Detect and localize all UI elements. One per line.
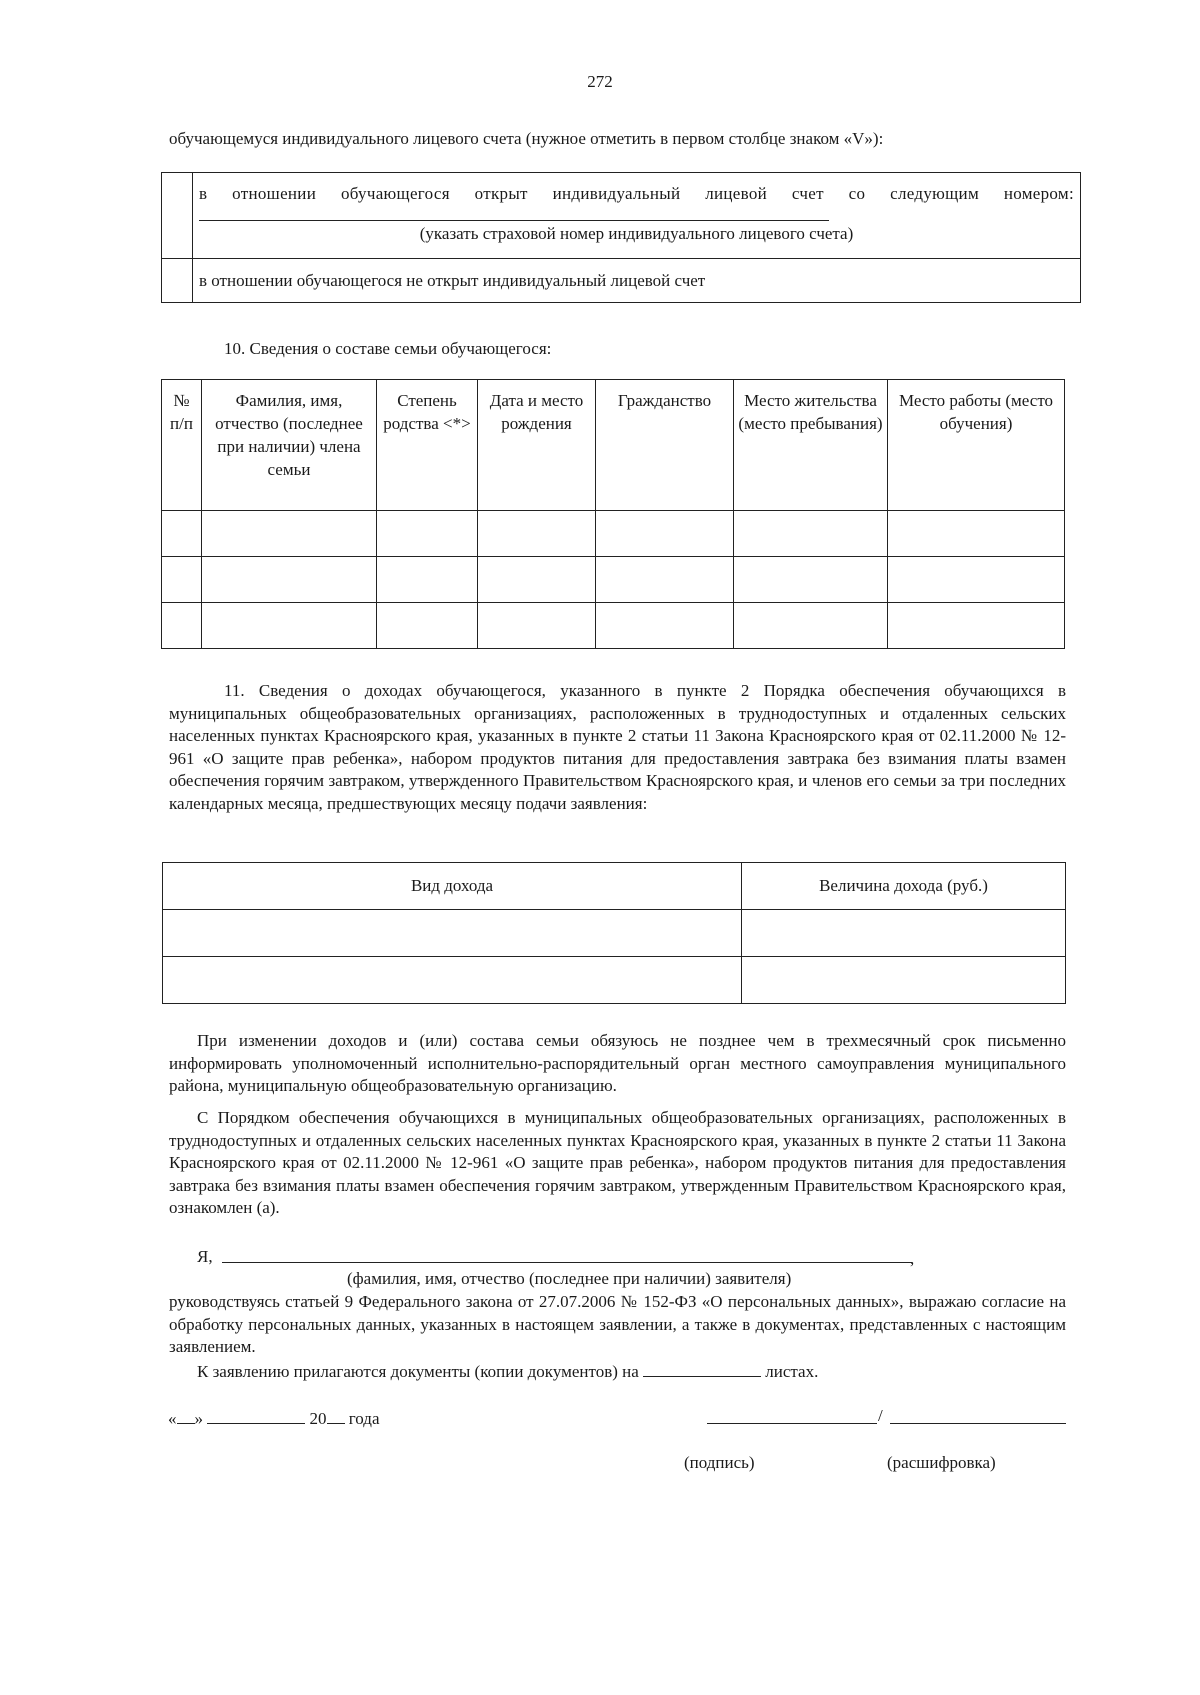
- family-col-citizenship: Гражданство: [596, 380, 734, 511]
- account-number-blank[interactable]: [199, 206, 829, 221]
- section11-text: 11. Сведения о доходах обучающегося, указанного в пункте 2 Порядка обеспечения обучающихся в муниципальных общеобразовательных организациях, расположенных в труднодоступных и отдаленных сельских населенных пунктах Красноярского края, указанных в пункте 2 статьи 11 Закона Красноярского края от 02.11.2000 № 12-961 «О защите прав ребенка», набором продуктов питания для предоставления завтрака без взимания платы взамен обеспечения горячим завтраком, утвержденного Правительством Красноярского края, и членов его семьи за три последних календарных месяца, предшествующих месяцу подачи заявления:: [169, 681, 1066, 813]
- attachments-count-blank[interactable]: [643, 1360, 761, 1377]
- account-table: [161, 172, 1081, 303]
- table-row: [162, 557, 1065, 603]
- signature-hint: (подпись): [684, 1453, 755, 1472]
- date-day-blank[interactable]: [177, 1407, 195, 1424]
- account-open-text: в отношении обучающегося открыт индивидуальный лицевой счет со следующим номером:: [199, 184, 1074, 203]
- income-table-header: [163, 863, 1066, 910]
- attachments-line: [197, 1360, 818, 1382]
- decode-hint: (расшифровка): [887, 1453, 996, 1472]
- table-row: [163, 910, 1066, 957]
- family-table-header: [162, 380, 1065, 511]
- date-year-blank[interactable]: [327, 1407, 345, 1424]
- date-year-suffix: года: [348, 1409, 380, 1428]
- account-open-checkbox[interactable]: [162, 173, 193, 259]
- intro-line: обучающемуся индивидуального лицевого счета (нужное отметить в первом столбце знаком «V»):: [169, 129, 884, 148]
- section10-title: 10. Сведения о составе семьи обучающегося:: [224, 339, 552, 358]
- attachments-suffix: листах.: [765, 1362, 819, 1381]
- decode-blank[interactable]: [890, 1423, 1066, 1424]
- account-open-cell: [193, 173, 1081, 259]
- date-open-quote: «: [168, 1409, 177, 1428]
- applicant-name-hint: (фамилия, имя, отчество (последнее при наличии) заявителя): [347, 1269, 792, 1288]
- date-close-quote: »: [194, 1409, 203, 1428]
- family-col-relation: Степень родства <*>: [377, 380, 478, 511]
- signature-slash: /: [878, 1406, 883, 1425]
- family-table: [161, 379, 1065, 649]
- income-col-type: Вид дохода: [163, 863, 742, 910]
- family-col-residence: Место жительства (место пребывания): [734, 380, 888, 511]
- family-col-number: № п/п: [162, 380, 202, 511]
- table-row: [163, 957, 1066, 1004]
- account-closed-cell: [193, 259, 1081, 303]
- account-closed-checkbox[interactable]: [162, 259, 193, 303]
- date-month-blank[interactable]: [207, 1407, 305, 1424]
- consent-text: руководствуясь статьей 9 Федерального закона от 27.07.2006 № 152-ФЗ «О персональных данных», выражаю согласие на обработку персональных данных, указанных в настоящем заявлении, а также в документах, представленных с настоящим заявлением.: [169, 1292, 1066, 1356]
- page-number: 272: [587, 72, 613, 91]
- attachments-prefix: К заявлению прилагаются документы (копии документов) на: [197, 1362, 639, 1381]
- table-row: [162, 603, 1065, 649]
- applicant-name-blank[interactable]: [222, 1262, 912, 1263]
- applicant-comma: ,: [910, 1249, 915, 1268]
- family-col-work: Место работы (место обучения): [888, 380, 1065, 511]
- family-col-birth: Дата и место рождения: [478, 380, 596, 511]
- income-col-amount: Величина дохода (руб.): [742, 863, 1066, 910]
- obligation-text: При изменении доходов и (или) состава семьи обязуюсь не позднее чем в трехмесячный срок письменно информировать уполномоченный исполнительно-распорядительный орган местного самоуправления муниципального района, муниципальную общеобразовательную организацию.: [169, 1031, 1066, 1095]
- table-row: [162, 511, 1065, 557]
- date-line: [168, 1407, 380, 1429]
- applicant-label: Я,: [197, 1247, 213, 1266]
- income-table: [162, 862, 1066, 1004]
- date-year-prefix: 20: [309, 1409, 327, 1428]
- account-closed-text: в отношении обучающегося не открыт индивидуальный лицевой счет: [199, 270, 706, 290]
- account-number-hint: (указать страховой номер индивидуального лицевого счета): [419, 224, 854, 243]
- family-col-name: Фамилия, имя, отчество (последнее при наличии) члена семьи: [202, 380, 377, 511]
- signature-blank[interactable]: [707, 1423, 877, 1424]
- acquainted-text: С Порядком обеспечения обучающихся в муниципальных общеобразовательных организациях, расположенных в труднодоступных и отдаленных сельских населенных пунктах Красноярского края, указанных в пункте 2 статьи 11 Закона Красноярского края от 02.11.2000 № 12-961 «О защите прав ребенка», набором продуктов питания для предоставления завтрака без взимания платы взамен обеспечения горячим завтраком, утвержденным Правительством Красноярского края, ознакомлен (а).: [169, 1108, 1066, 1217]
